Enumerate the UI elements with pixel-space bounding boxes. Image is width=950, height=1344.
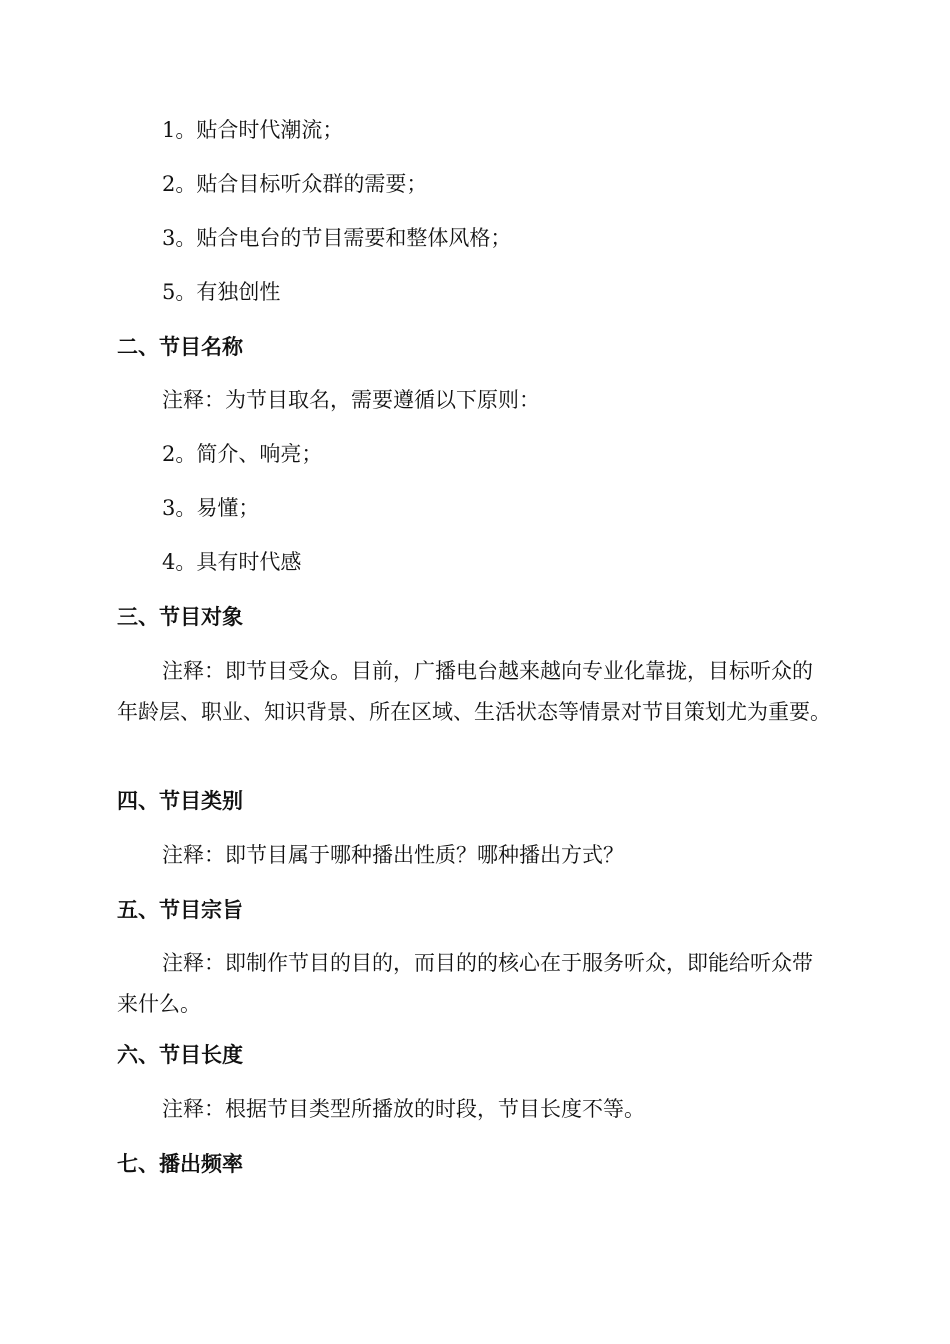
- list-item: 2。简介、响亮；: [162, 442, 323, 466]
- section-heading-name: 二、节目名称: [117, 334, 243, 359]
- section-heading-audience: 三、节目对象: [117, 604, 243, 629]
- list-item: 3。贴合电台的节目需要和整体风格；: [162, 226, 512, 250]
- section-note: 注释：根据节目类型所播放的时段，节目长度不等。: [162, 1097, 645, 1121]
- section-heading-length: 六、节目长度: [117, 1042, 243, 1067]
- section-note: 注释：即节目属于哪种播出性质？哪种播出方式？: [162, 843, 624, 867]
- section-note: 注释：为节目取名，需要遵循以下原则：: [162, 388, 540, 412]
- list-item: 2。贴合目标听众群的需要；: [162, 172, 428, 196]
- section-heading-category: 四、节目类别: [117, 788, 243, 813]
- section-note: 注释：即制作节目的目的，而目的的核心在于服务听众，即能给听众带来什么。: [117, 951, 813, 1016]
- list-item: 5。有独创性: [162, 280, 281, 304]
- list-item: 3。易懂；: [162, 496, 260, 520]
- section-heading-frequency: 七、播出频率: [117, 1151, 243, 1176]
- section-note: 注释：即节目受众。目前，广播电台越来越向专业化靠拢，目标听众的年龄层、职业、知识背景、所在区域、生活状态等情景对节目策划尤为重要。: [117, 659, 831, 724]
- list-item: 4。具有时代感: [162, 550, 302, 574]
- list-item: 1。贴合时代潮流；: [162, 118, 344, 142]
- section-heading-purpose: 五、节目宗旨: [117, 897, 243, 922]
